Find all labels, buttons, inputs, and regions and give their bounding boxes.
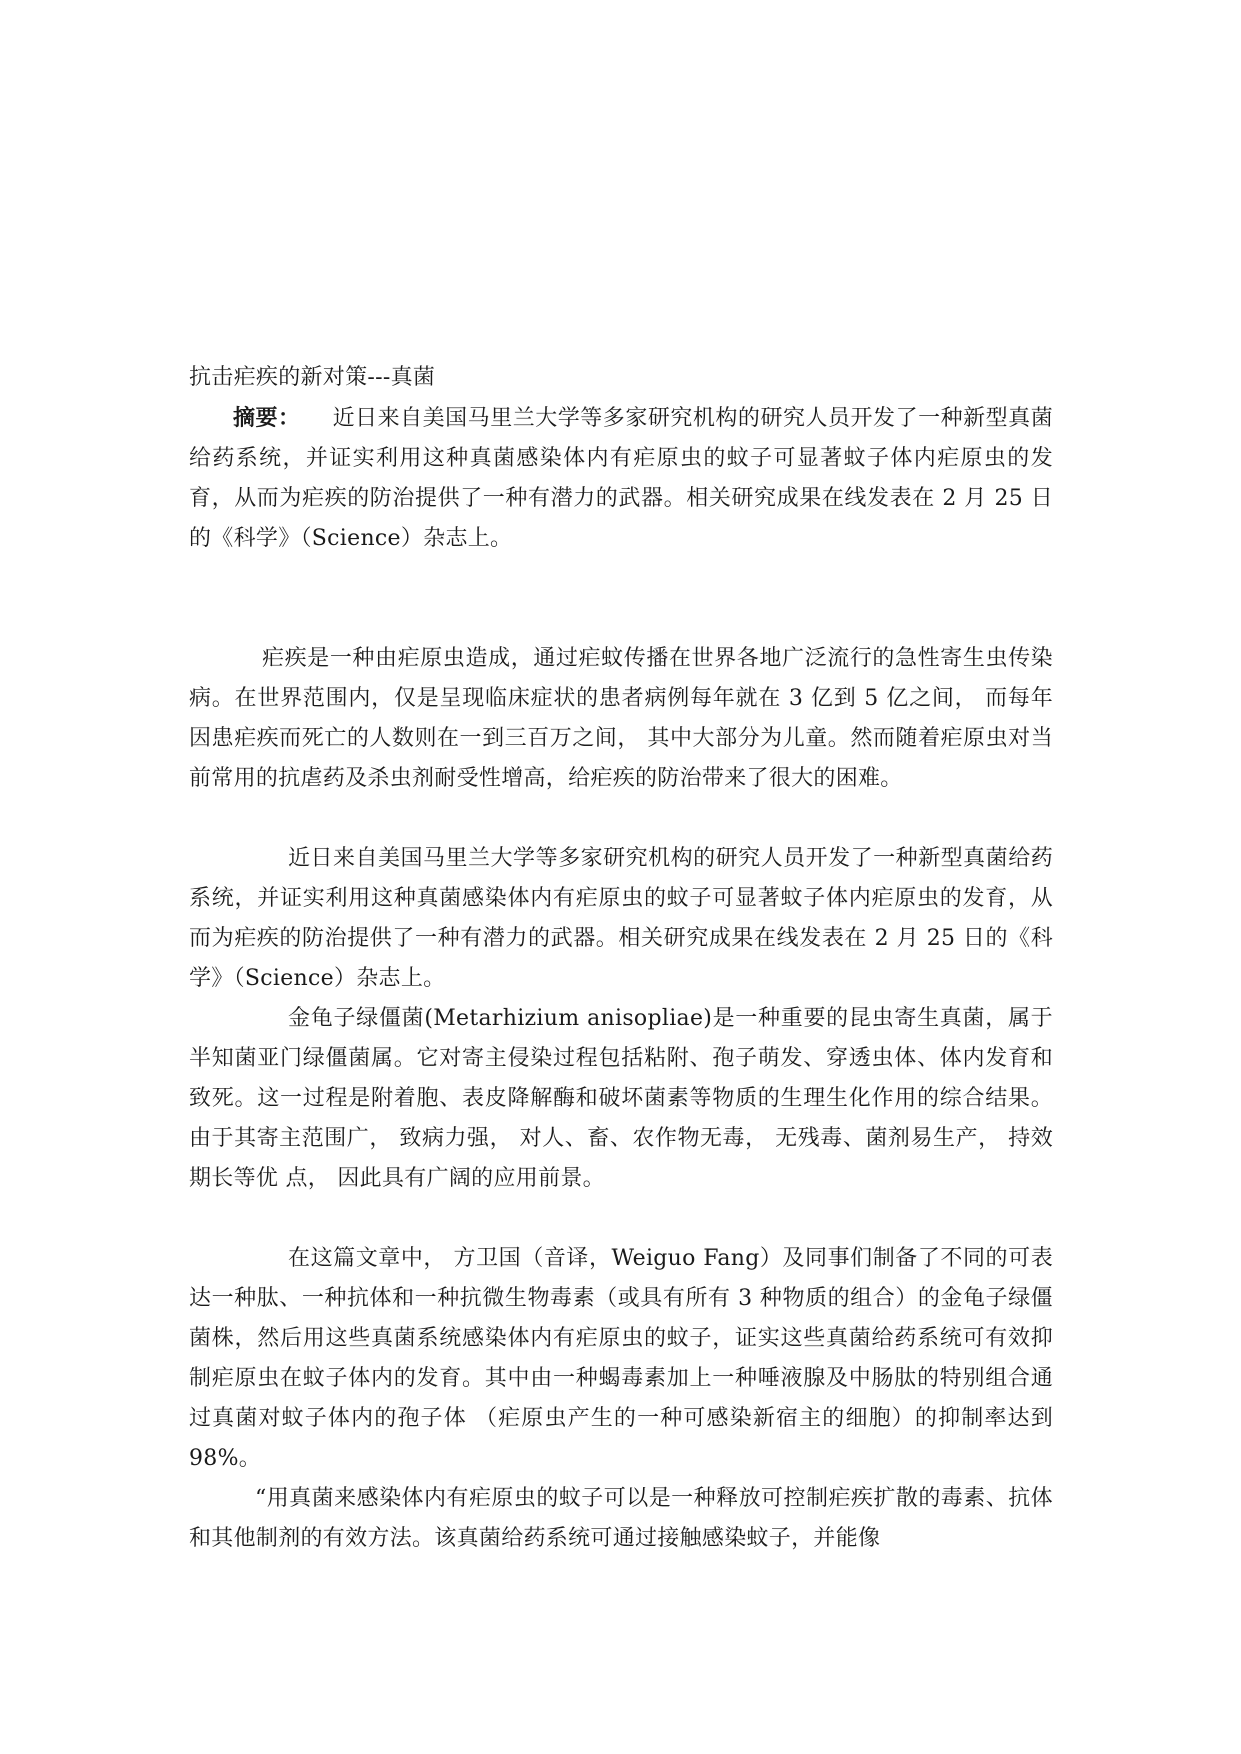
document-body bbox=[189, 358, 1053, 1559]
paragraph-spacer bbox=[189, 559, 1053, 639]
body-paragraph-quote: “用真菌来感染体内有疟原虫的蚊子可以是一种释放可控制疟疾扩散的毒素、抗体和其他制剂的有效方法。该真菌给药系统可通过接触感染蚊子，并能像 bbox=[189, 1486, 1053, 1551]
abstract-label: 摘要： bbox=[233, 405, 301, 431]
abstract-paragraph bbox=[189, 398, 1053, 559]
body-paragraph-malaria-intro: 疟疾是一种由疟原虫造成，通过疟蚊传播在世界各地广泛流行的急性寄生虫传染病。在世界范围内，仅是呈现临床症状的患者病例每年就在 3 亿到 5 亿之间， 而每年 因患疟疾而死亡的人数则在一到三百万之间， 其中大部分为儿童。然而随着疟原虫对当前常用的抗虐药及杀虫剂耐受性增高，给疟疾的防治带来了很大的困难。 bbox=[189, 646, 1053, 791]
body-paragraph-metarhizium: 金龟子绿僵菌(Metarhizium anisopliae)是一种重要的昆虫寄生真菌，属于半知菌亚门绿僵菌属。它对寄主侵染过程包括粘附、孢子萌发、穿透虫体、体内发育和致死。这一过程是附着胞、表皮降解酶和破坏菌素等物质的生理生化作用的综合结果。由于其寄主范围广， 致病力强， 对人、畜、农作物无毒， 无残毒、菌剂易生产， 持效期长等优 点， 因此具有广阔的应用前景。 bbox=[189, 1006, 1053, 1191]
paragraph-spacer bbox=[189, 1199, 1053, 1239]
abstract-text: 近日来自美国马里兰大学等多家研究机构的研究人员开发了一种新型真菌给药系统，并证实利用这种真菌感染体内有疟原虫的蚊子可显著蚊子体内疟原虫的发育，从而为疟疾的防治提供了一种有潜力的武器。相关研究成果在线发表在 2 月 25 日的《科学》（Science）杂志上。 bbox=[189, 406, 1053, 551]
body-paragraph-research-summary: 近日来自美国马里兰大学等多家研究机构的研究人员开发了一种新型真菌给药系统，并证实利用这种真菌感染体内有疟原虫的蚊子可显著蚊子体内疟原虫的发育，从而为疟疾的防治提供了一种有潜力的武器。相关研究成果在线发表在 2 月 25 日的《科学》（Science）杂志上。 bbox=[189, 846, 1053, 991]
paragraph-spacer bbox=[189, 799, 1053, 839]
body-paragraph-study-details: 在这篇文章中， 方卫国（音译，Weiguo Fang）及同事们制备了不同的可表达一种肽、一种抗体和一种抗微生物毒素（或具有所有 3 种物质的组合）的金龟子绿僵菌株，然后用这些真菌系统感染体内有疟原虫的蚊子，证实这些真菌给药系统可有效抑制疟原虫在蚊子体内的发育。其中由一种蝎毒素加上一种唾液腺及中肠肽的特别组合通过真菌对蚊子体内的孢子体 （疟原虫产生的一种可感染新宿主的细胞）的抑制率达到 98%。 bbox=[189, 1246, 1053, 1471]
document-title: 抗击疟疾的新对策---真菌 bbox=[189, 365, 436, 390]
